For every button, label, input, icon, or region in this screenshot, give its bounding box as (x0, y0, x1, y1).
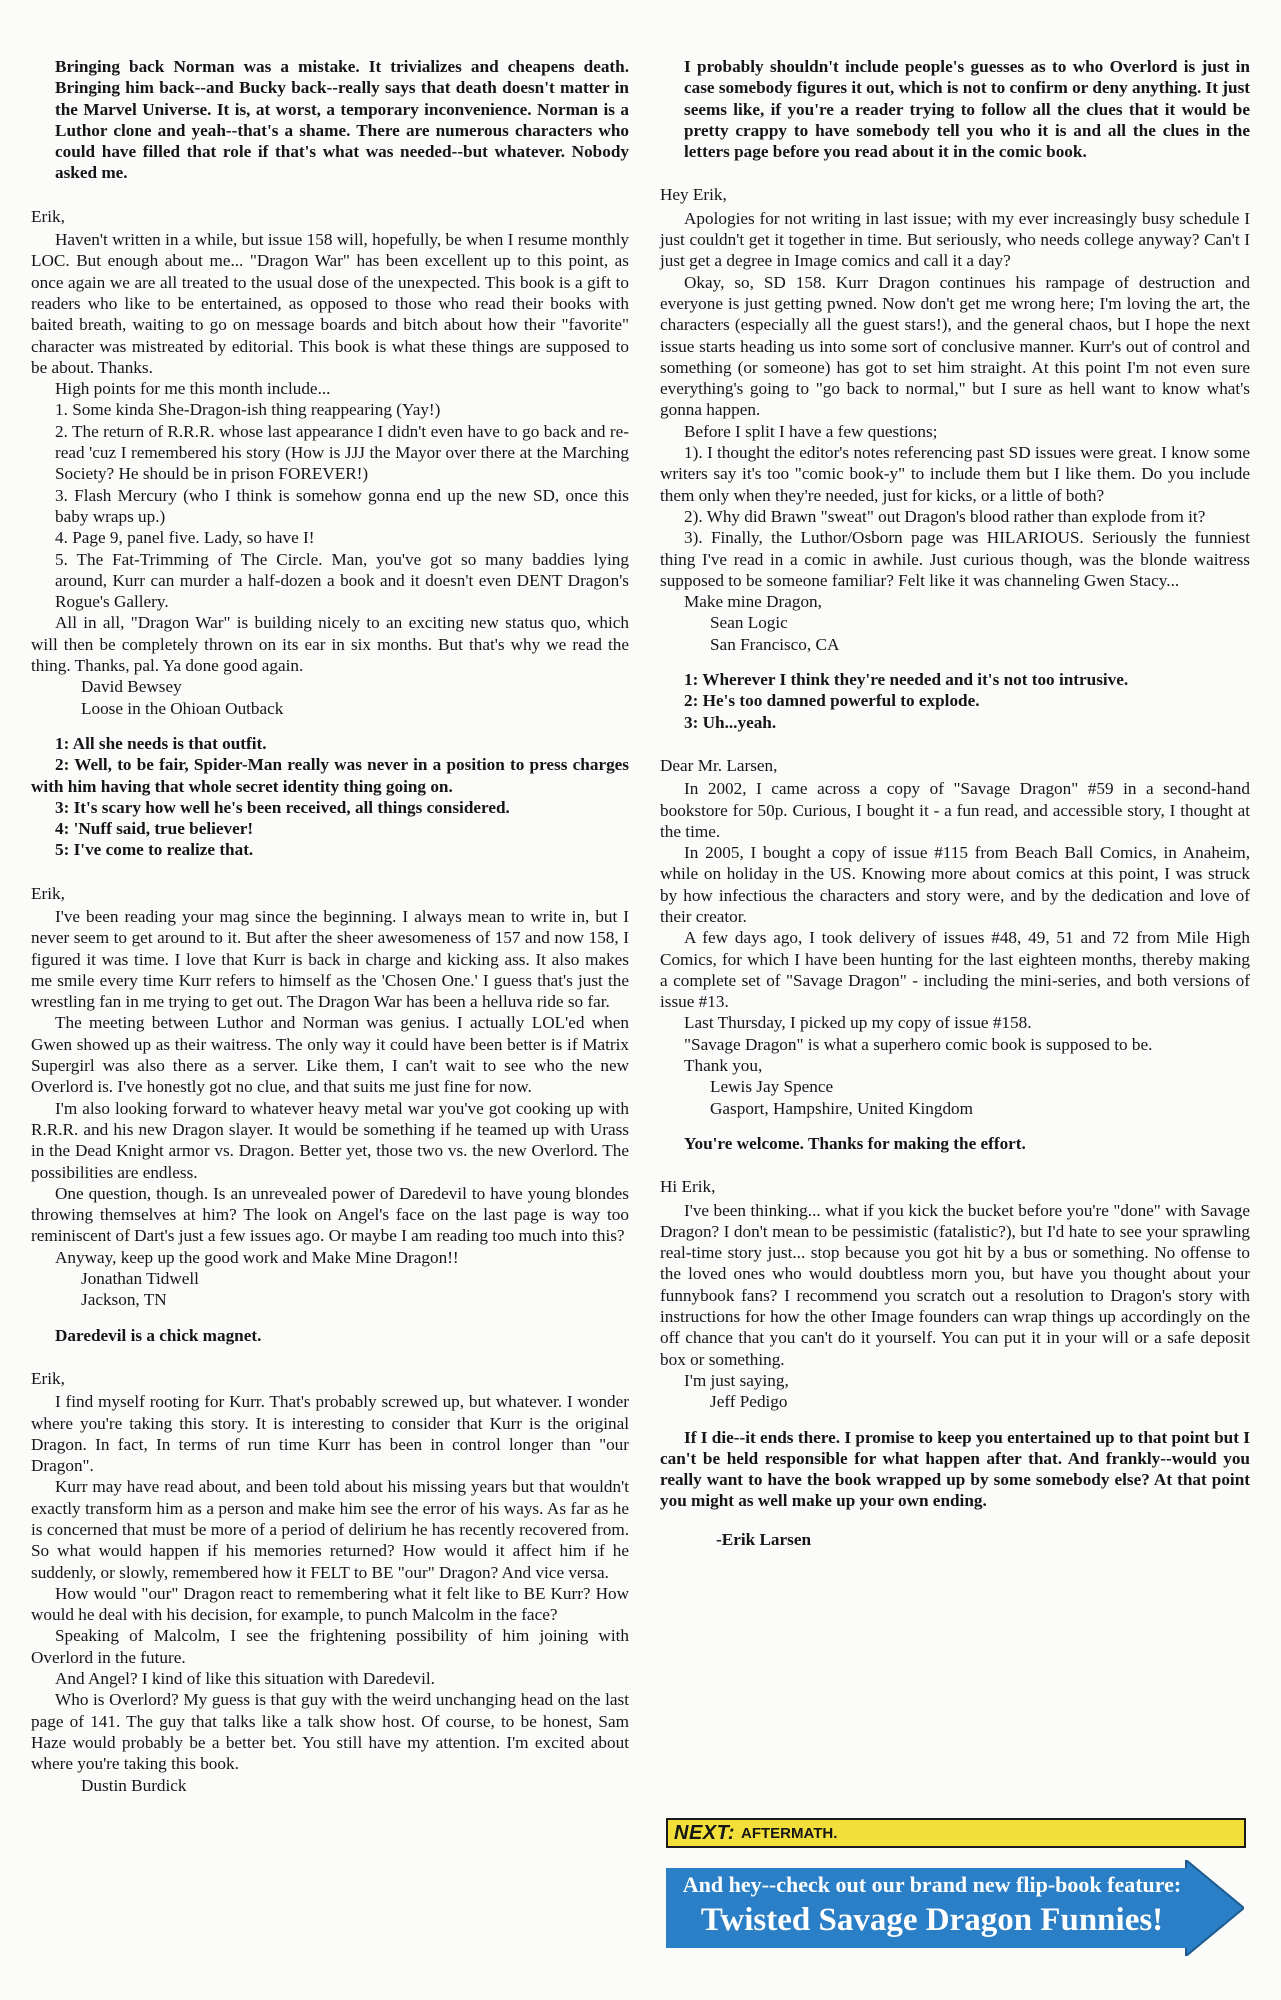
letter-jonathan-tidwell (31, 883, 629, 1311)
letter-paragraph: Apologies for not writing in last issue; with my ever increasingly busy schedule I just couldn't get it together in time. But seriously, who needs college anyway? Can't I just get a degree in Image comics and call it a day? (660, 208, 1250, 271)
editor-reply-item: 2: He's too damned powerful to explode. (684, 691, 980, 711)
editor-reply-daredevil (31, 1325, 629, 1346)
editor-reply-norman: Bringing back Norman was a mistake. It trivializes and cheapens death. Bringing him back--and Bucky back--really says that death doesn't matter in the Marvel Universe. It is, at worst, a temporary inconvenience. Norman is a Luthor clone and yeah--that's a shame. There are numerous characters who could have filled that role if that's what was needed--but whatever. Nobody asked me. (55, 57, 629, 183)
editor-reply-overlord: I probably shouldn't include people's guesses as to who Overlord is just in case somebody figures it out, which is not to confirm or deny anything. It just seems like, if you're a reader trying to follow all the clues that it would be pretty crappy to have somebody tell you who it is and all the clues in the letters page before you read about it in the comic book. (684, 57, 1250, 162)
editor-reply-item: 5: I've come to realize that. (55, 840, 254, 860)
letter-paragraph: And Angel? I kind of like this situation with Daredevil. (55, 1669, 435, 1689)
letter-lewis-jay-spence (660, 755, 1250, 1119)
letter-paragraph: A few days ago, I took delivery of issues #48, 49, 51 and 72 from Mile High Comics, for which I have been hunting for the last eighteen months, thereby making a complete set of "Savage Dragon" - including the mini-series, and both versions of issue #13. (660, 928, 1250, 1012)
banner-line-1: And hey--check out our brand new flip-book feature: (682, 1872, 1182, 1897)
letter-list-item: 2. The return of R.R.R. whose last appearance I didn't even have to go back and re-read 'cuz I remembered his story (How is JJJ the Mayor over there at the Marching Society? He should be in prison FOREVER!) (55, 421, 629, 484)
letter-paragraph: Kurr may have read about, and been told about his missing years but that wouldn't exactly transform him as a person and make him see the error of his ways. As far as he is concerned that must be more of a period of delirium he has recently recovered from. So what would happen if his memories returned? How would it affect him if he suddenly, or slowly, remembered how it FELT to BE "our" Dragon? And vice versa. (31, 1477, 629, 1582)
editor-reply-item: 4: 'Nuff said, true believer! (55, 819, 254, 839)
banner-line-2: Twisted Savage Dragon Funnies! (700, 1902, 1164, 1938)
letter-paragraph: Who is Overlord? My guess is that guy with the weird unchanging head on the last page of 141. The guy that talks like a talk show host. Of course, to be honest, Sam Haze would probably be a better bet. You still have my attention. I'm excited about where you're taking this book. (31, 1690, 629, 1774)
editor-reply-list (660, 669, 1250, 733)
letter-list-item: 4. Page 9, panel five. Lady, so have I! (55, 528, 315, 548)
editor-reply-item: 1: All she needs is that outfit. (55, 733, 267, 753)
letter-salutation: Hi Erik, (660, 1177, 716, 1197)
editor-reply-item: 2: Well, to be fair, Spider-Man really was never in a position to press charges with him having that whole secret identity thing going on. (31, 755, 629, 796)
letter-signature-name: Dustin Burdick (81, 1775, 187, 1795)
letter-sean-logic (660, 184, 1250, 655)
letter-signature-name: Sean Logic (710, 613, 788, 633)
letter-paragraph: I've been thinking... what if you kick the bucket before you're "done" with Savage Dragon? I don't mean to be pessimistic (fatalistic?), but I'd hate to see your sprawling real-time story just... stop because you got hit by a bus or something. No offense to the loved ones who would doubtless morn you, but have you thought about your funnybook fans? I recommend you scratch out a resolution to Dragon's story with instructions for how the other Image founders can wrap things up accordingly on the off chance that you can't do it yourself. You can put it in your will or a safe deposit box or something. (660, 1200, 1250, 1369)
editor-reply-ending (660, 1427, 1250, 1551)
editor-reply-item: 3: It's scary how well he's been received, all things considered. (55, 797, 510, 817)
letter-paragraph: I find myself rooting for Kurr. That's probably screwed up, but whatever. I wonder where you're taking this story. It is interesting to consider that Kurr is the original Dragon. In fact, In terms of run time Kurr has been in control longer than "our Dragon". (31, 1392, 629, 1476)
letter-paragraph: Anyway, keep up the good work and Make Mine Dragon!! (55, 1247, 459, 1267)
letter-question: 2). Why did Brawn "sweat" out Dragon's blood rather than explode from it? (684, 506, 1206, 526)
letter-list-item: 5. The Fat-Trimming of The Circle. Man, you've got so many baddies lying around, Kurr can murder a half-dozen a book and it doesn't even DENT Dragon's Rogue's Gallery. (55, 549, 629, 612)
letter-paragraph: How would "our" Dragon react to remembering what it felt like to BE Kurr? How would he deal with his decision, for example, to punch Malcolm in the face? (31, 1583, 629, 1625)
letter-list-item: 1. Some kinda She-Dragon-ish thing reappearing (Yay!) (55, 400, 441, 420)
letter-signature-place: Jackson, TN (81, 1290, 167, 1310)
letter-dustin-burdick (31, 1368, 629, 1796)
letter-paragraph: Okay, so, SD 158. Kurr Dragon continues his rampage of destruction and everyone is just getting pwned. Now don't get me wrong here; I'm loving the art, the characters (especially all the guest stars!), and the general chaos, but I hope the next issue starts heading us into some sort of conclusive manner. Kurr's out of control and something (or someone) has got to set him straight. At this point I'm not even sure everything's going to "go back to normal," but I sure as hell want to know what's gonna happen. (660, 272, 1250, 420)
letter-signature-name: Jonathan Tidwell (81, 1269, 199, 1289)
letter-signature-name: Jeff Pedigo (710, 1392, 788, 1412)
letter-closing: I'm just saying, (684, 1370, 789, 1390)
left-column (31, 56, 629, 1796)
letter-closing: Thank you, (684, 1056, 763, 1076)
letter-jeff-pedigo (660, 1176, 1250, 1412)
letter-paragraph: "Savage Dragon" is what a superhero comic book is supposed to be. (684, 1034, 1153, 1054)
letter-list-item: 3. Flash Mercury (who I think is somehow gonna end up the new SD, once this baby wraps up.) (55, 485, 629, 526)
letter-salutation: Erik, (31, 1368, 65, 1388)
letter-paragraph: I've been reading your mag since the beginning. I always mean to write in, but I never seem to get around to it. But after the sheer awesomeness of 157 and now 158, I figured it was time. I love that Kurr is back in charge and kicking ass. It also makes me smile every time Kurr refers to himself as the 'Chosen One.' I guess that's just the wrestling fan in me trying to get out. The Dragon War has been a helluva ride so far. (31, 906, 629, 1012)
letter-signature-name: Lewis Jay Spence (710, 1077, 834, 1097)
letter-closing: Make mine Dragon, (684, 592, 822, 612)
next-issue-box (666, 1818, 1246, 1848)
letter-david-bewsey (31, 206, 629, 719)
letter-signature-place: Loose in the Ohioan Outback (81, 698, 284, 718)
letter-signature-place: Gasport, Hampshire, United Kingdom (710, 1098, 974, 1118)
letter-paragraph: In 2002, I came across a copy of "Savage Dragon" #59 in a second-hand bookstore for 50p. Curious, I bought it - a fun read, and accessible story, I thought at the time. (660, 779, 1250, 841)
letter-signature-place: San Francisco, CA (710, 634, 840, 654)
next-label: NEXT: (674, 1821, 736, 1844)
editor-reply-item: 1: Wherever I think they're needed and it's not too intrusive. (684, 670, 1129, 690)
editor-reply-text: Daredevil is a chick magnet. (55, 1325, 262, 1345)
letter-paragraph: High points for me this month include... (55, 379, 331, 399)
letter-signature-name: David Bewsey (81, 677, 182, 697)
letter-paragraph: Speaking of Malcolm, I see the frightening possibility of him joining with Overlord in the future. (31, 1626, 629, 1667)
letter-paragraph: Before I split I have a few questions; (684, 421, 938, 441)
letter-paragraph: I'm also looking forward to whatever heavy metal war you've got cooking up with R.R.R. and his new Dragon slayer. It would be something if he teamed up with Urass in the Dead Knight armor vs. Dragon. Better yet, those two vs. the new Overlord. The possibilities are endless. (31, 1098, 629, 1182)
letter-salutation: Erik, (31, 206, 65, 226)
letter-question: 3). Finally, the Luthor/Osborn page was HILARIOUS. Seriously the funniest thing I've read in a comic in awhile. Just curious though, was the blonde waitress supposed to be someone familiar? Felt like it was channeling Gwen Stacy... (660, 528, 1250, 590)
letter-paragraph: Haven't written in a while, but issue 158 will, hopefully, be when I resume monthly LOC. But enough about me... "Dragon War" has been excellent up to this point, as once again we are all treated to the usual dose of the unexpected. This book is a gift to readers who like to be entertained, as opposed to those who read their books with baited breath, waiting to go on message boards and bitch about how their "favorite" character was mistreated by editorial. This book is what these things are supposed to be about. Thanks. (31, 230, 629, 377)
editor-reply-item: 3: Uh...yeah. (684, 712, 777, 732)
right-column (660, 56, 1250, 1567)
editor-reply-thanks (660, 1133, 1250, 1154)
flip-book-promo-banner (666, 1860, 1244, 1956)
letter-paragraph: The meeting between Luthor and Norman was genius. I actually LOL'ed when Gwen showed up as their waitress. The only way it could have been better is if Matrix Supergirl was also there as a server. Like them, I can't wait to see who the new Overlord is. I've honestly got no clue, and that suits me just fine for now. (31, 1013, 629, 1097)
letter-question: 1). I thought the editor's notes referencing past SD issues were great. I know some writers say it's too "comic book-y" to include them but I like them. Do you include them only when they're needed, just for kicks, or a little of both? (660, 443, 1250, 505)
letter-paragraph: In 2005, I bought a copy of issue #115 from Beach Ball Comics, in Anaheim, while on holiday in the US. Knowing more about comics at this point, I was struck by how infectious the characters and story were, and by the dedication and love of their creator. (660, 843, 1250, 926)
letter-salutation: Hey Erik, (660, 185, 727, 205)
editor-reply-text: You're welcome. Thanks for making the effort. (684, 1133, 1026, 1153)
letter-paragraph: One question, though. Is an unrevealed power of Daredevil to have young blondes throwing themselves at him? The look on Angel's face on the last page is way too reminiscent of Dart's just a few issues ago. Or maybe I am reading too much into this? (31, 1183, 629, 1246)
letter-paragraph: Last Thursday, I picked up my copy of issue #158. (684, 1013, 1032, 1033)
editor-reply-text: If I die--it ends there. I promise to keep you entertained up to that point but I can't be held responsible for what happen after that. And frankly--would you really want to have the book wrapped up by some somebody else? At that point you might as well make up your own ending. (660, 1427, 1250, 1511)
editor-signature: -Erik Larsen (716, 1529, 812, 1549)
letter-paragraph: All in all, "Dragon War" is building nicely to an exciting new status quo, which will then be completely thrown on its ear in six months. But that's why we read the thing. Thanks, pal. Ya done good again. (31, 613, 629, 676)
letter-salutation: Erik, (31, 883, 65, 903)
next-issue-title: AFTERMATH. (741, 1824, 838, 1842)
letter-salutation: Dear Mr. Larsen, (660, 755, 778, 775)
editor-reply-list (31, 733, 629, 861)
